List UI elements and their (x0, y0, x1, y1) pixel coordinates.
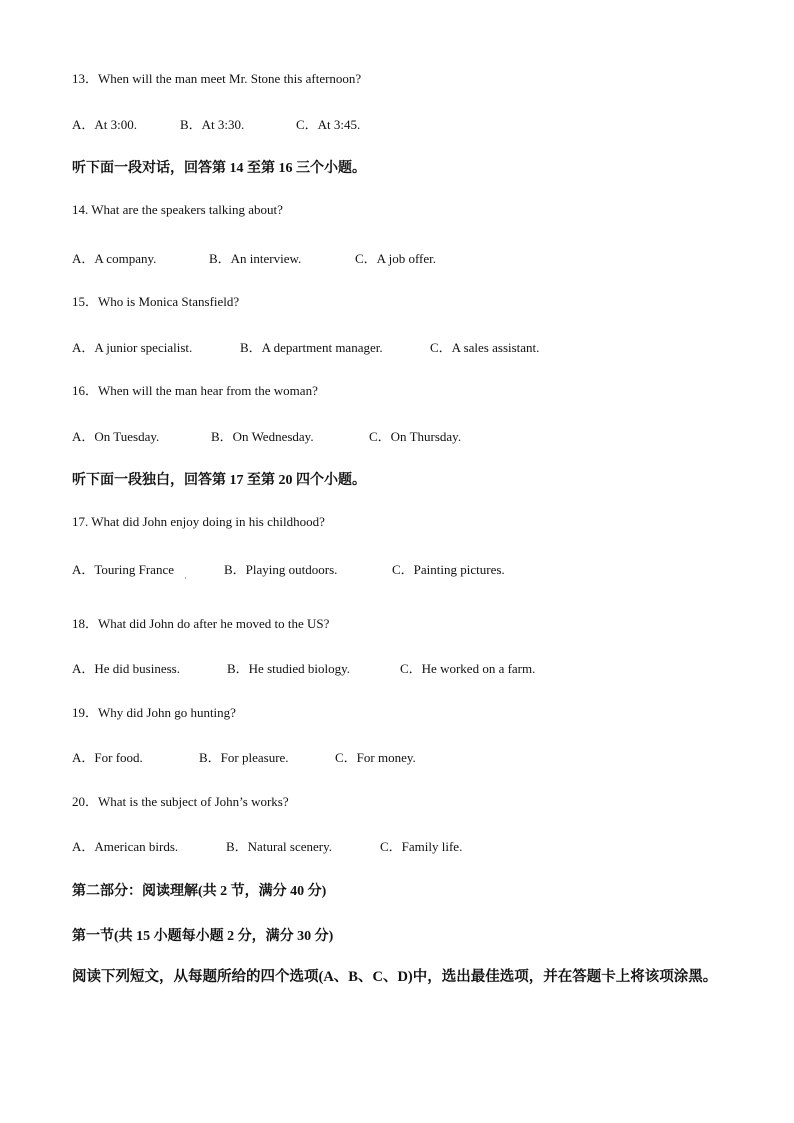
option-b: B．At 3:30. (180, 117, 245, 132)
option-a: A．On Tuesday. (72, 429, 160, 444)
option-c: C．He worked on a farm. (400, 661, 536, 676)
option-b: B．He studied biology. (227, 661, 351, 676)
question-19: 19．Why did John go hunting? (72, 705, 236, 720)
option-c: C．At 3:45. (296, 117, 361, 132)
reading-instructions: 阅读下列短文，从每题所给的四个选项(A、B、C、D)中，选出最佳选项，并在答题卡上将该项涂黑。 (72, 969, 718, 985)
option-c: C．For money. (335, 750, 416, 765)
question-18: 18．What did John do after he moved to the US? (72, 616, 330, 631)
option-a: A．For food. (72, 750, 143, 765)
options-14 (72, 248, 436, 267)
option-a: A．He did business. (72, 661, 180, 676)
question-20: 20．What is the subject of John’s works? (72, 794, 289, 809)
options-13 (72, 114, 360, 133)
options-19 (72, 747, 416, 766)
option-a: A．A junior specialist. (72, 340, 193, 355)
options-16 (72, 426, 461, 445)
option-b: B．For pleasure. (199, 750, 289, 765)
section-heading-dialogue: 听下面一段对话，回答第 14 至第 16 三个小题。 (72, 161, 366, 176)
option-b: B．A department manager. (240, 340, 383, 355)
option-b: B．An interview. (209, 251, 302, 266)
option-b: B．Playing outdoors. (224, 562, 338, 577)
options-17 (72, 559, 505, 578)
question-14: 14. What are the speakers talking about? (72, 202, 283, 217)
option-a: A．A company. (72, 251, 157, 266)
options-20 (72, 836, 462, 855)
question-15: 15．Who is Monica Stansfield? (72, 294, 240, 309)
option-c: C．On Thursday. (369, 429, 462, 444)
section-2-part-1-heading: 第一节(共 15 小题每小题 2 分，满分 30 分) (72, 929, 334, 944)
option-b: B．On Wednesday. (211, 429, 314, 444)
option-a: A．Touring France (72, 562, 174, 577)
options-18 (72, 658, 535, 677)
option-b: B．Natural scenery. (226, 839, 333, 854)
section-heading-monologue: 听下面一段独白，回答第 17 至第 20 四个小题。 (72, 473, 366, 488)
stray-dot: · (184, 574, 187, 583)
option-c: C．A sales assistant. (430, 340, 540, 355)
question-17: 17. What did John enjoy doing in his childhood? (72, 514, 325, 529)
question-16: 16．When will the man hear from the woman? (72, 383, 318, 398)
option-c: C．Family life. (380, 839, 463, 854)
question-13: 13．When will the man meet Mr. Stone this afternoon? (72, 71, 362, 86)
option-a: A．At 3:00. (72, 117, 138, 132)
option-c: C．A job offer. (355, 251, 437, 266)
section-2-heading: 第二部分：阅读理解(共 2 节，满分 40 分) (72, 884, 327, 899)
option-a: A．American birds. (72, 839, 179, 854)
options-15 (72, 337, 539, 356)
option-c: C．Painting pictures. (392, 562, 505, 577)
